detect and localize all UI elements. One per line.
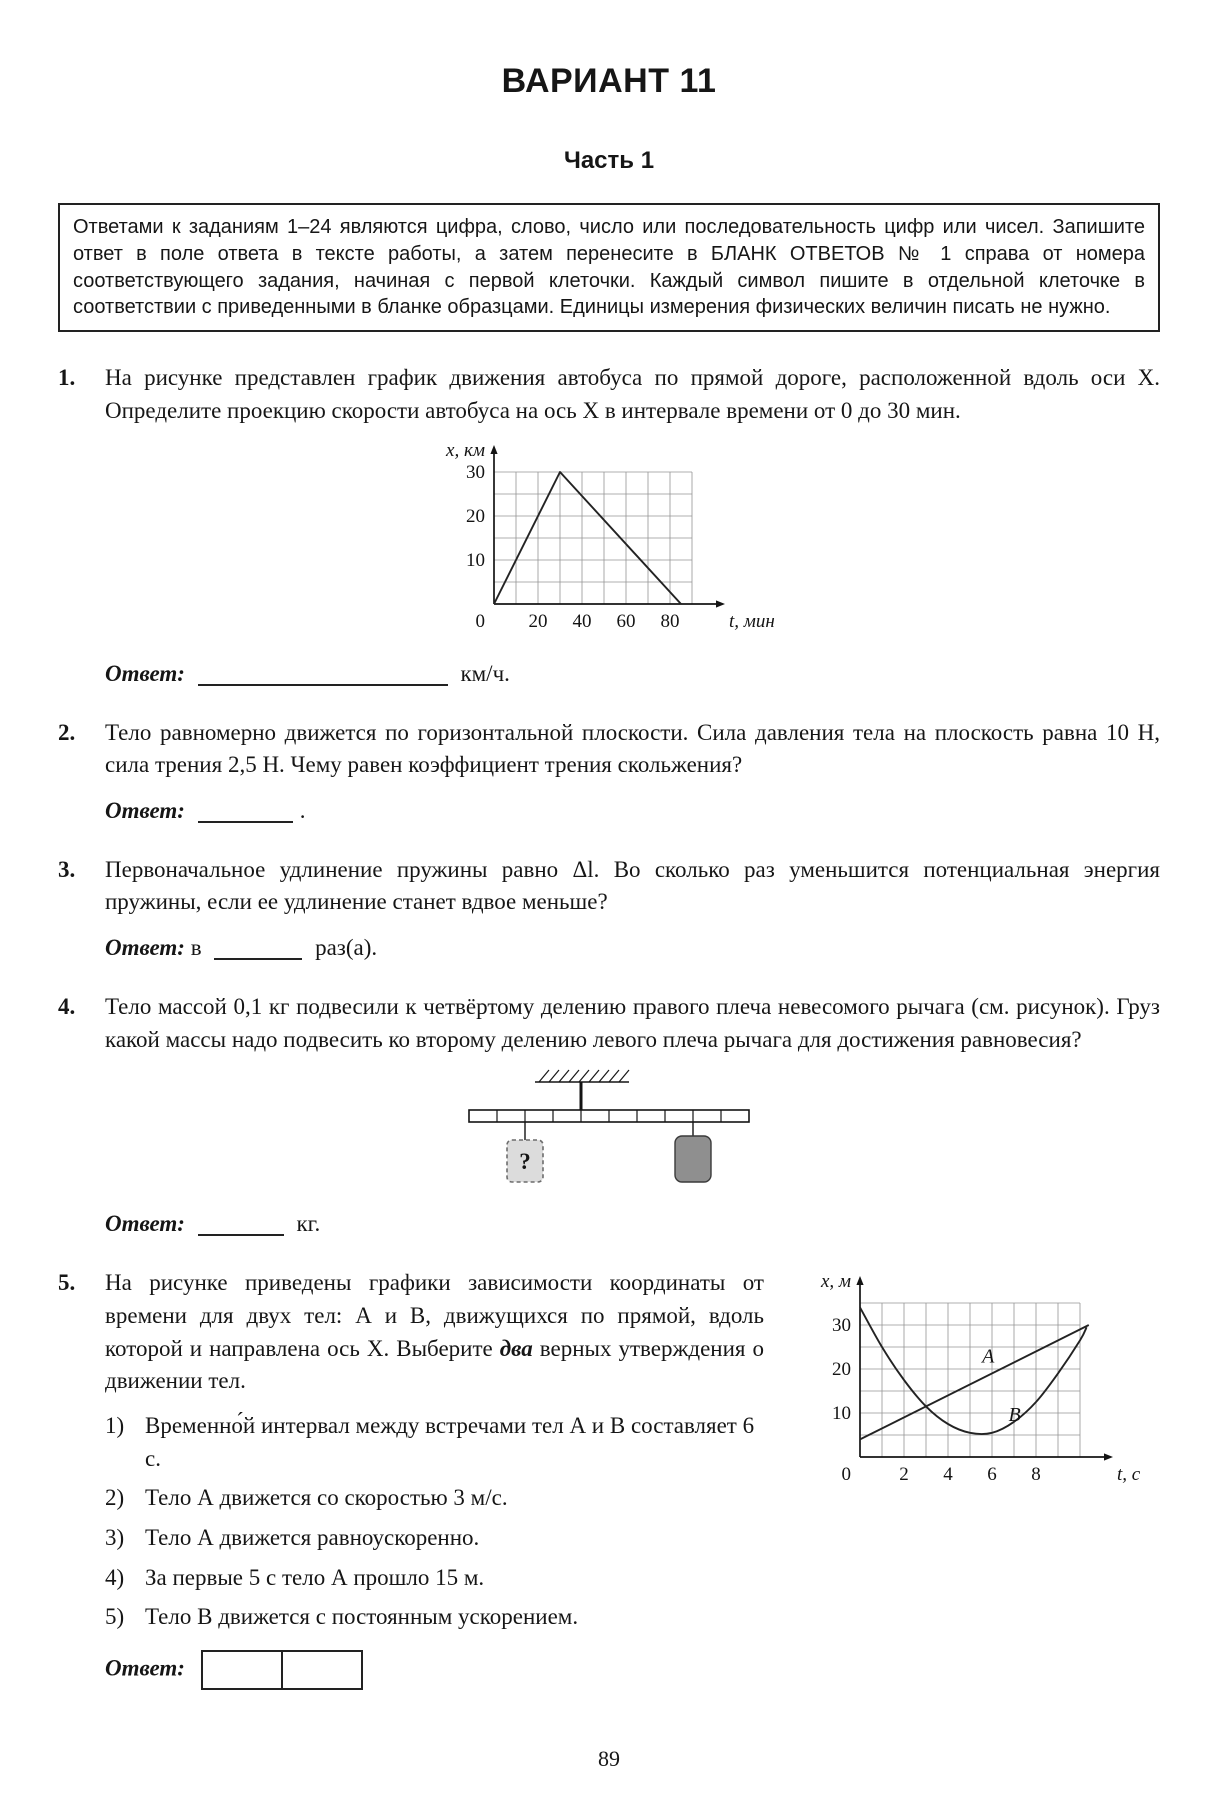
unknown-weight-label: ? [519, 1149, 531, 1175]
problem-3-answer-line [105, 935, 1160, 961]
page-title: ВАРИАНТ 11 [501, 62, 717, 100]
x-tick-label: 40 [572, 610, 592, 632]
problem-5-figure [764, 1267, 1160, 1634]
option-5-number: 5) [105, 1604, 125, 1630]
answer-suffix: раз(а). [315, 935, 378, 961]
problem-5-number: 5. [58, 1270, 76, 1296]
answer-box-1 [201, 1650, 283, 1690]
x-axis-arrow [716, 600, 725, 607]
answer-blank [198, 800, 293, 823]
problem-1-text: На рисунке представлен график движения автобуса по прямой дороге, расположенной вдоль оси X. Определите проекцию скорости автобуса на ось X в интервале времени от 0 до 30 мин. [105, 365, 1160, 423]
option-2-text: Тело А движется со скоростью 3 м/с. [145, 1485, 508, 1511]
option-3-number: 3) [105, 1525, 125, 1551]
answer-suffix: кг. [296, 1211, 321, 1237]
option-4-number: 4) [105, 1564, 125, 1590]
x-tick-label: 80 [660, 610, 680, 632]
answer-label: Ответ: [105, 1655, 185, 1681]
option-2-number: 2) [105, 1485, 125, 1511]
problem-4-number: 4. [58, 994, 76, 1020]
problem-1 [58, 362, 1160, 686]
bus-motion-chart [432, 438, 786, 640]
problem-2-number: 2. [58, 719, 76, 745]
answer-suffix: . [299, 797, 306, 823]
answer-suffix: км/ч. [460, 660, 510, 686]
series-B [860, 1308, 1087, 1435]
problem-1-figure [58, 438, 1160, 645]
problem-5-text-column [58, 1267, 764, 1634]
y-axis-label: x, км [446, 439, 485, 461]
problem-4-text: Тело массой 0,1 кг подвесили к четвёртому делению правого плеча невесомого рычага (см. рисунок). Груз какой массы надо подвесить ко второму делению левого плеча рычага для достижения равновесия? [105, 994, 1160, 1052]
problem-5-text-emphasis: два [499, 1335, 533, 1361]
page-number: 89 [598, 1746, 620, 1771]
origin-label: 0 [475, 610, 485, 632]
x-axis-label: t, мин [729, 610, 775, 632]
y-axis-arrow [490, 445, 497, 454]
known-weight [675, 1136, 711, 1182]
option-3-text: Тело А движется равноускоренно. [145, 1525, 480, 1551]
answer-label: Ответ: [105, 797, 185, 823]
y-axis-label: x, м [820, 1271, 851, 1293]
problem-1-number: 1. [58, 365, 76, 391]
problem-2-answer-line [105, 798, 1160, 824]
problem-2 [58, 717, 1160, 824]
answer-box-2 [281, 1650, 363, 1690]
ceiling-hatching [535, 1070, 629, 1082]
problem-5-answer-line [105, 1650, 1160, 1690]
problem-5 [58, 1267, 1160, 1690]
y-tick-label: 30 [466, 461, 485, 483]
x-tick-label: 4 [943, 1464, 953, 1486]
problem-2-text: Тело равномерно движется по горизонтальной плоскости. Сила давления тела на плоскость равна 10 Н, сила трения 2,5 Н. Чему равен коэффициент трения скольжения? [105, 719, 1160, 778]
part-title: Часть 1 [563, 147, 655, 174]
answer-blank [198, 1213, 284, 1236]
instructions-box [58, 203, 1160, 332]
problem-1-answer-line [105, 661, 1160, 687]
y-axis-arrow [856, 1276, 863, 1285]
x-tick-label: 8 [1031, 1464, 1041, 1486]
instructions-text: Ответами к заданиям 1–24 являются цифра, слово, число или последовательность цифр или чисел. Запишите ответ в поле ответа в тексте работы, а затем перенесите в БЛАНК ОТВЕТОВ № 1 справа от номера соответствующего задания, начиная с первой клеточки. Каждый символ пишите в отдельной клеточке в соответствии с приведенными в бланке образцами. Единицы измерения физических величин писать не нужно. [73, 216, 1145, 319]
option-5-text: Тело В движется с постоянным ускорением. [145, 1604, 579, 1630]
y-tick-label: 10 [832, 1403, 851, 1425]
answer-label: Ответ: [105, 1211, 185, 1237]
lever-figure [439, 1066, 779, 1190]
series-label: А [982, 1345, 995, 1368]
option-2 [105, 1482, 764, 1515]
problem-5-options [105, 1410, 764, 1634]
x-axis-arrow [1104, 1454, 1113, 1461]
origin-label: 0 [841, 1464, 851, 1486]
option-4-text: За первые 5 с тело А прошло 15 м. [145, 1564, 485, 1590]
problem-3-text: Первоначальное удлинение пружины равно Δl. Во сколько раз уменьшится потенциальная энергия пружины, если ее удлинение станет вдвое меньше? [105, 856, 1160, 915]
series-A [860, 1325, 1089, 1439]
option-1-number: 1) [105, 1413, 125, 1439]
option-3 [105, 1522, 764, 1555]
problem-5-text-before: На рисунке приведены графики зависимости координаты от времени для двух тел: А и В, движущихся по прямой, вдоль которой и направлена ось X. Выберите [105, 1270, 764, 1361]
series-label: В [1008, 1404, 1021, 1427]
answer-blank [214, 937, 302, 960]
x-tick-label: 6 [987, 1464, 997, 1486]
problem-3 [58, 854, 1160, 961]
option-5 [105, 1601, 764, 1634]
two-bodies-motion-chart [804, 1271, 1160, 1493]
problem-4 [58, 991, 1160, 1237]
option-4 [105, 1562, 764, 1595]
y-tick-label: 30 [832, 1315, 851, 1337]
option-1-text: Временно́й интервал между встречами тел А и В составляет 6 с. [145, 1413, 755, 1471]
x-tick-label: 20 [528, 610, 548, 632]
x-tick-label: 2 [899, 1464, 909, 1486]
x-tick-label: 60 [616, 610, 636, 632]
problem-3-number: 3. [58, 856, 76, 882]
answer-label: Ответ: [105, 660, 185, 686]
answer-boxes [201, 1655, 363, 1680]
answer-prefix: в [190, 935, 202, 961]
y-tick-label: 20 [466, 505, 485, 527]
x-axis-label: t, с [1117, 1464, 1141, 1486]
y-tick-label: 10 [466, 549, 485, 571]
option-1 [105, 1410, 764, 1475]
answer-blank [198, 663, 448, 686]
answer-label: Ответ: [105, 935, 185, 961]
problem-5-text [105, 1267, 764, 1398]
problem-5-text-after: верных утверждения о движении тел. [105, 1335, 764, 1394]
problem-4-figure [58, 1066, 1160, 1195]
problem-4-answer-line [105, 1211, 1160, 1237]
y-tick-label: 20 [832, 1359, 851, 1381]
